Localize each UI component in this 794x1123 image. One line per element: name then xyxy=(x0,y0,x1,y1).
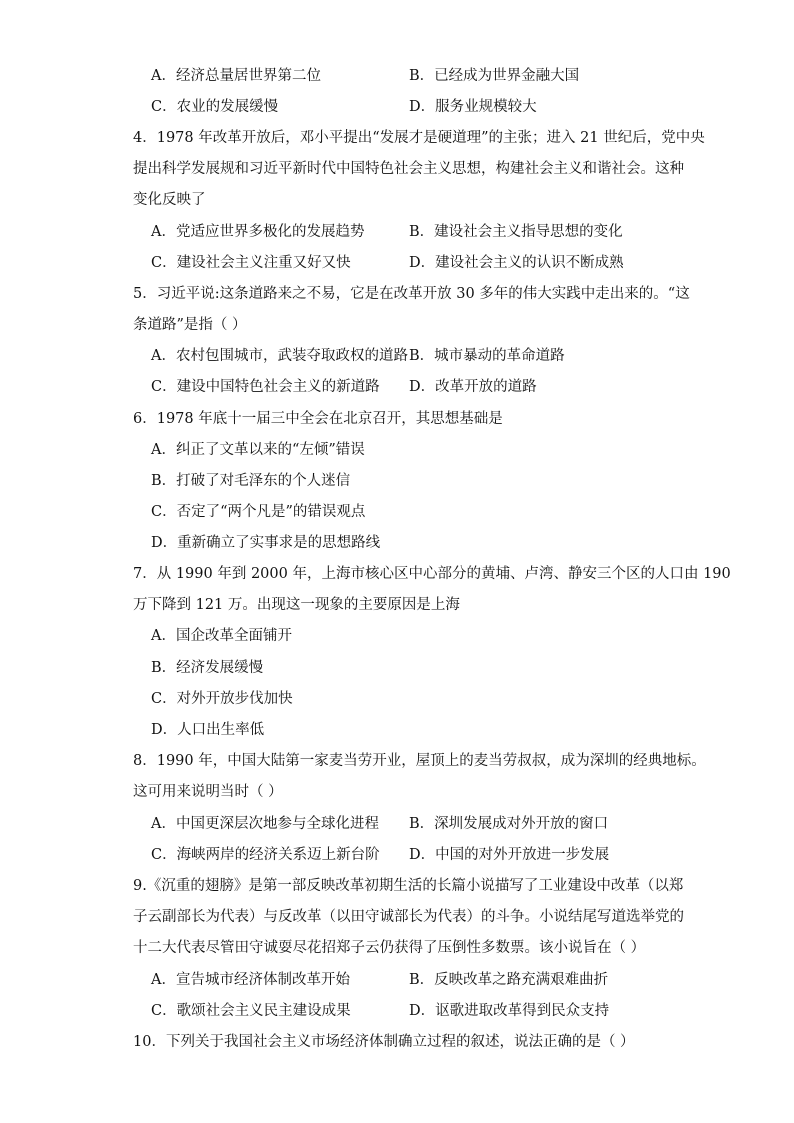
q5-stem-line-1: 5．习近平说:这条道路来之不易，它是在改革开放 30 多年的伟大实践中走出来的。“这 xyxy=(133,286,690,302)
q10-stem-line-1: 10．下列关于我国社会主义市场经济体制确立过程的叙述，说法正确的是（ ） xyxy=(133,1034,635,1050)
q4-stem-line-3: 变化反映了 xyxy=(133,192,206,208)
q5-stem-line-2: 条道路”是指（ ） xyxy=(133,317,247,333)
q6-option-c: C．否定了“两个凡是”的错误观点 xyxy=(151,504,366,520)
q6-option-b: B．打破了对毛泽东的个人迷信 xyxy=(151,473,351,489)
q3-option-a: A．经济总量居世界第二位 xyxy=(151,68,321,84)
q3-option-d: D．服务业规模较大 xyxy=(409,99,537,115)
q6-stem-line-1: 6．1978 年底十一届三中全会在北京召开，其思想基础是 xyxy=(133,411,503,427)
q6-option-a: A．纠正了文革以来的“左倾”错误 xyxy=(151,442,365,458)
q9-option-d: D．讴歌进取改革得到民众支持 xyxy=(409,1003,610,1019)
q4-option-c: C．建设社会主义注重又好又快 xyxy=(151,255,351,271)
q3-option-c: C．农业的发展缓慢 xyxy=(151,99,279,115)
q5-option-c: C．建设中国特色社会主义的新道路 xyxy=(151,379,380,395)
q5-option-d: D．改革开放的道路 xyxy=(409,379,537,395)
q4-option-b: B．建设社会主义指导思想的变化 xyxy=(409,224,623,240)
q5-option-b: B．城市暴动的革命道路 xyxy=(409,348,565,364)
q7-option-a: A．国企改革全面铺开 xyxy=(151,628,292,644)
q7-stem-line-2: 万下降到 121 万。出现这一现象的主要原因是上海 xyxy=(133,597,460,613)
q8-stem-line-2: 这可用来说明当时（ ） xyxy=(133,784,283,800)
q8-option-a: A．中国更深层次地参与全球化进程 xyxy=(151,816,379,832)
q9-stem-line-3: 十二大代表尽管田守诚耍尽花招郑子云仍获得了压倒性多数票。该小说旨在（ ） xyxy=(133,940,646,956)
q9-option-a: A．宣告城市经济体制改革开始 xyxy=(151,972,350,988)
q8-option-b: B．深圳发展成对外开放的窗口 xyxy=(409,816,609,832)
q8-option-c: C．海峡两岸的经济关系迈上新台阶 xyxy=(151,847,380,863)
q4-stem-line-2: 提出科学发展规和习近平新时代中国特色社会主义思想，构建社会主义和谐社会。这种 xyxy=(133,161,684,177)
q9-stem-line-1: 9.《沉重的翅膀》是第一部反映改革初期生活的长篇小说描写了工业建设中改革（以郑 xyxy=(133,878,684,894)
q8-option-d: D．中国的对外开放进一步发展 xyxy=(409,847,610,863)
q9-stem-line-2: 子云副部长为代表）与反改革（以田守诚部长为代表）的斗争。小说结尾写道选举党的 xyxy=(133,909,684,925)
q9-option-b: B．反映改革之路充满艰难曲折 xyxy=(409,972,609,988)
q3-option-b: B．已经成为世界金融大国 xyxy=(409,68,580,84)
q4-option-d: D．建设社会主义的认识不断成熟 xyxy=(409,255,624,271)
q7-stem-line-1: 7．从 1990 年到 2000 年，上海市核心区中心部分的黄埔、卢湾、静安三个区的人口由 190 xyxy=(133,566,731,582)
q7-option-c: C．对外开放步伐加快 xyxy=(151,691,293,707)
q4-stem-line-1: 4．1978 年改革开放后，邓小平提出“发展才是硬道理”的主张；进入 21 世纪后，党中央 xyxy=(133,130,705,146)
q5-option-a: A．农村包围城市，武装夺取政权的道路 xyxy=(151,348,408,364)
q9-option-c: C．歌颂社会主义民主建设成果 xyxy=(151,1003,351,1019)
q8-stem-line-1: 8．1990 年，中国大陆第一家麦当劳开业，屋顶上的麦当劳叔叔，成为深圳的经典地标。 xyxy=(133,753,706,769)
q7-option-d: D．人口出生率低 xyxy=(151,722,265,738)
q7-option-b: B．经济发展缓慢 xyxy=(151,660,264,676)
q6-option-d: D．重新确立了实事求是的思想路线 xyxy=(151,535,381,551)
q4-option-a: A．党适应世界多极化的发展趋势 xyxy=(151,224,365,240)
